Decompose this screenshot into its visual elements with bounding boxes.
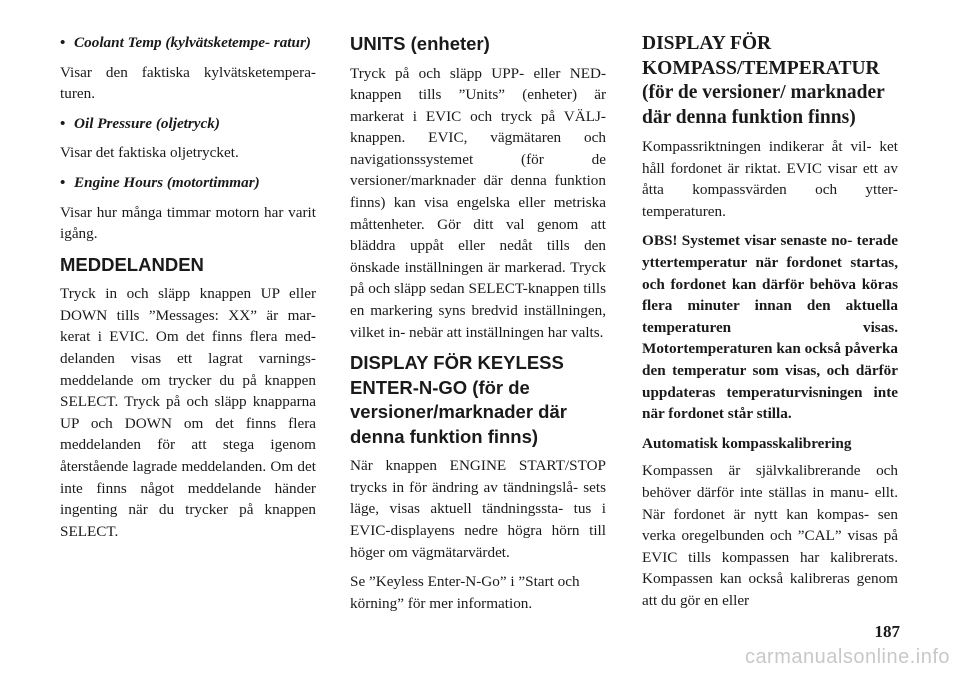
- paragraph: När knappen ENGINE START/STOP trycks in för ändring av tändningslå- sets läge, visas aktuell tändningssta- tus i EVIC-displayens nedre högra hörn till höger om vägmätarvärdet.: [350, 457, 606, 561]
- column-middle: [350, 32, 606, 622]
- bullet-dot-icon: •: [60, 34, 66, 51]
- page-number: 187: [874, 622, 900, 641]
- paragraph: Tryck på och släpp UPP- eller NED- knappen tills ”Units” (enheter) är markerat i EVIC och tryck på VÄLJ- knappen. EVIC, vägmätaren och navigationssystemet (för de versioner/marknader där denna funktion finns) kan visa engelska eller metriska måttenheter. Gör ditt val genom att bläddra uppåt eller nedåt tills den önskade inställningen är markerad. Tryck på och släpp sedan SELECT-knappen tills en markering syns bredvid inställningen, vilket in- nebär att inställningen har valts.: [350, 64, 606, 341]
- paragraph: Se ”Keyless Enter-N-Go” i ”Start och körning” för mer information.: [350, 573, 580, 612]
- bullet-engine-hours: • Engine Hours (motortimmar): [60, 172, 316, 194]
- bullet-coolant-temp: • Coolant Temp (kylvätsketempe- ratur): [60, 32, 316, 54]
- column-right: [642, 32, 898, 619]
- column-left: [60, 32, 316, 550]
- section-heading-keyless: DISPLAY FÖR KEYLESS ENTER-N-GO (för de versioner/marknader där denna funktion finns): [350, 352, 567, 447]
- section-heading-units: UNITS (enheter): [350, 33, 490, 54]
- section-heading-compass: DISPLAY FÖR KOMPASS/TEMPERATUR (för de versioner/ marknader där denna funktion finns): [642, 33, 885, 128]
- paragraph: Tryck in och släpp knappen UP eller DOWN tills ”Messages: XX” är mar- kerat i EVIC. Om det finns flera med- delanden visas ett lagrat varnings- meddelande om trycker du på knappen SELECT. Tryck på och släpp knapparna UP och DOWN om det finns flera meddelanden för att stega igenom återstående lagrade meddelanden. Om det inte finns något meddelande händer ingenting när du trycker på knappen SELECT.: [60, 285, 316, 540]
- paragraph: Visar det faktiska oljetrycket.: [60, 144, 239, 162]
- paragraph: Kompassen är självkalibrerande och behöver därför inte ställas in manu- ellt. När fordonet är nytt kan kompas- sen verka oregelbunden och ”CAL” visas på EVIC tills kompassen har kalibrerats. Kompassen kan också kalibreras genom att du gör en eller: [642, 462, 898, 609]
- subheading-auto-calibration: Automatisk kompasskalibrering: [642, 434, 852, 452]
- bullet-oil-pressure: • Oil Pressure (oljetryck): [60, 113, 316, 135]
- watermark: carmanualsonline.info: [744, 646, 950, 668]
- note-paragraph: OBS! Systemet visar senaste no- terade yttertemperatur när fordonet startas, och fordonet kan därför behöva köras flera minuter innan den aktuella temperaturen visas. Motortemperaturen kan också påverka den temperatur som visas, och därför uppdateras temperaturvisningen inte när fordonet står stilla.: [642, 232, 898, 423]
- section-heading-messages: MEDDELANDEN: [60, 253, 204, 275]
- bullet-dot-icon: •: [60, 173, 66, 191]
- paragraph: Visar hur många timmar motorn har varit igång.: [60, 203, 316, 243]
- paragraph: Visar den faktiska kylvätsketempera- turen.: [60, 63, 316, 103]
- paragraph: Kompassriktningen indikerar åt vil- ket håll fordonet är riktat. EVIC visar ett av åtta kompassvärden och ytter- temperaturen.: [642, 138, 898, 220]
- bullet-dot-icon: •: [60, 114, 66, 132]
